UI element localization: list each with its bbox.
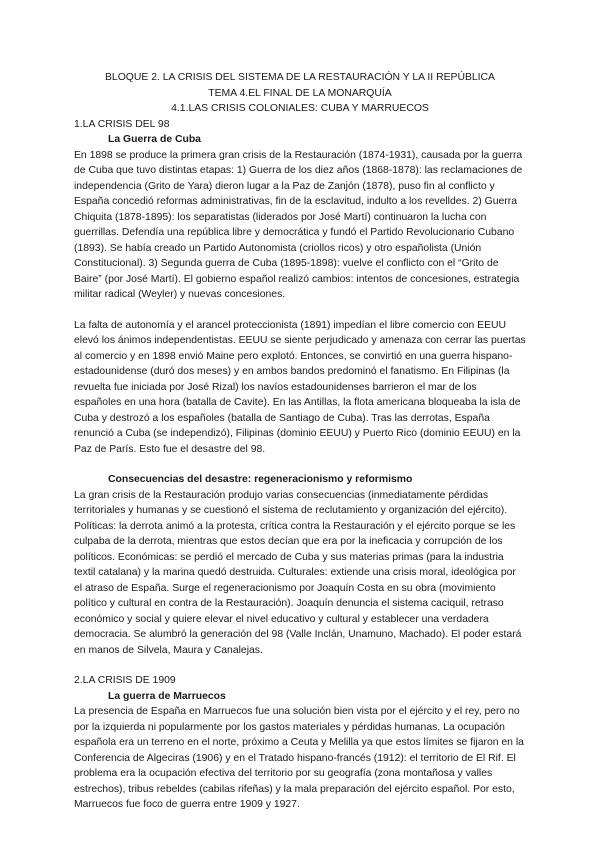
spacer xyxy=(74,658,526,673)
subheading-guerra-marruecos: La guerra de Marruecos xyxy=(108,690,226,702)
section-heading-crisis-1909: 2.LA CRISIS DE 1909 xyxy=(74,675,176,686)
subheading-consecuencias: Consecuencias del desastre: regeneracionismo y reformismo xyxy=(108,474,413,485)
paragraph: La falta de autonomía y el arancel proteccionista (1891) impedían el libre comercio con EEUU elevó los ánimos independentistas. EEUU se siente perjudicado y amenaza con cerrar las puertas al comercio y en 1898 envió Maine pero explotó. Entonces, se convirtió en una guerra hispano-estadounidense (duró dos meses) y en ambos bandos predominó el fanatismo. En Filipinas (la revuelta fue iniciada por José Rizal) los navíos estadounidenses barrieron el mar de los españoles en una hora (batalla de Cavite). En las Antillas, la flota americana bloqueaba la isla de Cuba y destrozó a los españoles (batalla de Santiago de Cuba). Tras las derrotas, España renunció a Cuba (se independizó), Filipinas (dominio EEUU) y Puerto Rico (dominio EEUU) en la Paz de París. Esto fue el desastre del 98. xyxy=(74,319,526,455)
paragraph: En 1898 se produce la primera gran crisis de la Restauración (1874-1931), causada por la guerra de Cuba que tuvo distintas etapas: 1) Guerra de los diez años (1868-1878): las reclamaciones de independencia (Grito de Yara) dieron lugar a la Paz de Zanjón (1878), puso fin al conflicto y España concedió reformas administrativas, fin de la esclavitud, indulto a los revelldes. 2) Guerra Chiquita (1878-1895): los separatistas (liderados por José Martí) continuaron la lucha con guerrillas. Defendía una república libre y democrática y fundó el Partido Revolucionario Cubano (1893). Se había creado un Partido Autonomista (criollos ricos) y otro españolista (Unión Constitucional). 3) Segunda guerra de Cuba (1895-1898): vuelve el conflicto con el “Grito de Baire” (por José Martí). El gobierno español realizó cambios: intentos de concesiones, estrategia militar radical (Weyler) y nuevas concesiones. xyxy=(74,149,523,300)
block-title: BLOQUE 2. LA CRISIS DEL SISTEMA DE LA RESTAURACIÓN Y LA II REPÚBLICA xyxy=(105,72,495,83)
spacer xyxy=(74,457,526,472)
paragraph: La gran crisis de la Restauración produjo varias consecuencias (inmediatamente pérdidas territoriales y humanas y se cuestionó el sistema de reclutamiento y organización del ejército). Políticas: la derrota animó a la protesta, crítica contra la Restauración y el ejército porque se les culpaba de la derrota, mientras que estos decían que era por la ineficacia y corrupción de los políticos. Económicas: se perdió el mercado de Cuba y sus materias primas (para la industria textil catalana) y la marina quedó destruida. Culturales: extiende una crisis moral, ideológica por el atraso de España. Surge el regeneracionismo por Joaquín Costa en su obra (movimiento político y cultural en contra de la Restauración). Joaquín denuncia el sistema caciquil, retraso económico y social y quiere elevar el nivel educativo y cultural y establecer una verdadera democracia. Se alumbró la generación del 98 (Valle Inclán, Unamuno, Machado). El poder estará en manos de Silvela, Maura y Canalejas. xyxy=(74,489,522,656)
subheading-guerra-cuba: La Guerra de Cuba xyxy=(108,134,201,145)
topic-title: TEMA 4.EL FINAL DE LA MONARQUÍA xyxy=(208,87,392,99)
spacer xyxy=(74,303,526,318)
subtopic-title: 4.1.LAS CRISIS COLONIALES: CUBA Y MARRUECOS xyxy=(171,103,429,114)
section-heading-crisis-98: 1.LA CRISIS DEL 98 xyxy=(74,118,170,130)
paragraph: La presencia de España en Marruecos fue una solución bien vista por el ejército y el rey, pero no por la izquierda ni popularmente por los gastos materiales y pérdidas humanas. La ocupación española era un terreno en el norte, próximo a Ceuta y Melilla ya que estos límites se fijaron en la Conferencia de Algeciras (1906) y en el Tratado hispano-francés (1912): el territorio de El Rif. El problema era la ocupación efectiva del territorio por su geografía (zona montañosa y valles estrechos), tribus rebeldes (cabilas rifeñas) y la mala preparación del ejército español. Por esto, Marruecos fue foco de guerra entre 1909 y 1927. xyxy=(74,706,524,810)
